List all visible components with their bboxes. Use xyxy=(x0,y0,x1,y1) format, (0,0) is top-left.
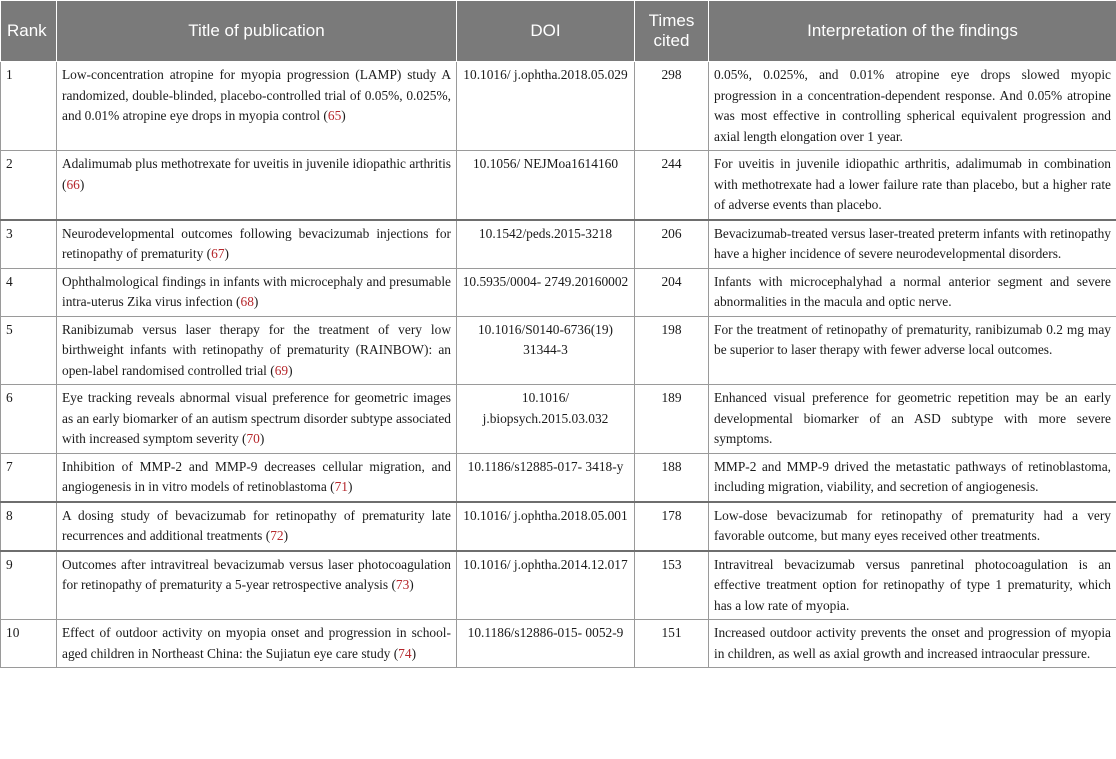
rank-cell: 5 xyxy=(1,316,57,385)
table-row xyxy=(1,453,1116,502)
title-cell: Adalimumab plus methotrexate for uveitis in juvenile idiopathic arthritis (66) xyxy=(57,151,457,220)
times-cited-cell: 188 xyxy=(635,453,709,502)
rank-cell: 9 xyxy=(1,551,57,620)
rank-cell: 10 xyxy=(1,620,57,668)
table-row xyxy=(1,316,1116,385)
doi-cell: 10.1016/S0140-6736(19) 31344-3 xyxy=(457,316,635,385)
header-row xyxy=(1,1,1116,62)
title-cell: Eye tracking reveals abnormal visual preference for geometric images as an early biomarker of an autism spectrum disorder subtype associated with increased symptom severity (70) xyxy=(57,385,457,454)
reference-link[interactable]: 74 xyxy=(398,645,412,661)
title-cell: Ranibizumab versus laser therapy for the treatment of very low birthweight infants with retinopathy of prematurity (RAINBOW): an open-label randomised controlled trial (69) xyxy=(57,316,457,385)
interpretation-cell: MMP-2 and MMP-9 drived the metastatic pathways of retinoblastoma, including migration, viability, and secretion of angiogenesis. xyxy=(709,453,1116,502)
title-cell: Neurodevelopmental outcomes following bevacizumab injections for retinopathy of prematurity (67) xyxy=(57,220,457,269)
publication-title: Effect of outdoor activity on myopia onset and progression in school-aged children in Northeast China: the Sujiatun eye care study xyxy=(62,625,451,661)
publication-title: Adalimumab plus methotrexate for uveitis in juvenile idiopathic arthritis xyxy=(62,156,451,171)
publication-title: A dosing study of bevacizumab for retinopathy of prematurity late recurrences and additional treatments xyxy=(62,507,451,543)
doi-cell: 10.1186/s12885-017- 3418-y xyxy=(457,453,635,502)
doi-cell: 10.1016/ j.ophtha.2018.05.001 xyxy=(457,502,635,551)
rank-cell: 7 xyxy=(1,453,57,502)
publication-title: Low-concentration atropine for myopia progression (LAMP) study A randomized, double-blinded, placebo-controlled trial of 0.05%, 0.025%, and 0.01% atropine eye drops in myopia control xyxy=(62,67,451,123)
reference-link[interactable]: 66 xyxy=(66,176,80,192)
times-cited-cell: 151 xyxy=(635,620,709,668)
rank-cell: 2 xyxy=(1,151,57,220)
doi-cell: 10.1542/peds.2015-3218 xyxy=(457,220,635,269)
table-row xyxy=(1,620,1116,668)
reference-link[interactable]: 65 xyxy=(327,108,342,123)
header-rank: Rank xyxy=(1,1,57,62)
doi-cell: 10.1016/ j.ophtha.2018.05.029 xyxy=(457,62,635,151)
table-row xyxy=(1,220,1116,269)
times-cited-cell: 178 xyxy=(635,502,709,551)
table-row xyxy=(1,151,1116,220)
title-cell: Effect of outdoor activity on myopia onset and progression in school-aged children in Northeast China: the Sujiatun eye care study (74) xyxy=(57,620,457,668)
title-cell: Ophthalmological findings in infants with microcephaly and presumable intra-uterus Zika virus infection (68) xyxy=(57,268,457,316)
interpretation-cell: For the treatment of retinopathy of prematurity, ranibizumab 0.2 mg may be superior to laser therapy with fewer adverse local outcomes. xyxy=(709,316,1116,385)
reference-link[interactable]: 71 xyxy=(334,479,348,494)
interpretation-cell: 0.05%, 0.025%, and 0.01% atropine eye drops slowed myopic progression in a concentration-dependent response. And 0.05% atropine was most effective in controlling spherical equivalent progression and axial length elongation over 1 year. xyxy=(709,62,1116,151)
table-body xyxy=(1,62,1116,668)
reference-link[interactable]: 73 xyxy=(395,577,410,592)
publication-title: Inhibition of MMP-2 and MMP-9 decreases cellular migration, and angiogenesis in in vitro models of retinoblastoma xyxy=(62,458,451,494)
rank-cell: 1 xyxy=(1,62,57,151)
publication-title: Neurodevelopmental outcomes following bevacizumab injections for retinopathy of prematurity xyxy=(62,225,451,261)
table-header xyxy=(1,1,1116,62)
interpretation-cell: For uveitis in juvenile idiopathic arthritis, adalimumab in combination with methotrexate had a lower failure rate than placebo, but a higher rate of adverse events than placebo. xyxy=(709,151,1116,220)
interpretation-cell: Increased outdoor activity prevents the onset and progression of myopia in children, as well as axial growth and increased intraocular pressure. xyxy=(709,620,1116,668)
doi-cell: 10.1016/ j.ophtha.2014.12.017 xyxy=(457,551,635,620)
times-cited-cell: 204 xyxy=(635,268,709,316)
interpretation-cell: Infants with microcephalyhad a normal anterior segment and severe abnormalities in the macula and optic nerve. xyxy=(709,268,1116,316)
header-doi: DOI xyxy=(457,1,635,62)
table-row xyxy=(1,62,1116,151)
doi-cell: 10.1016/ j.biopsych.2015.03.032 xyxy=(457,385,635,454)
interpretation-cell: Bevacizumab-treated versus laser-treated preterm infants with retinopathy have a higher incidence of severe neurodevelopmental disorders. xyxy=(709,220,1116,269)
doi-cell: 10.1056/ NEJMoa1614160 xyxy=(457,151,635,220)
table-row xyxy=(1,385,1116,454)
rank-cell: 6 xyxy=(1,385,57,454)
header-times-cited: Times cited xyxy=(635,1,709,62)
times-cited-cell: 153 xyxy=(635,551,709,620)
table-row xyxy=(1,502,1116,551)
title-cell: A dosing study of bevacizumab for retinopathy of prematurity late recurrences and additional treatments (72) xyxy=(57,502,457,551)
reference-link[interactable]: 67 xyxy=(211,246,225,261)
times-cited-cell: 244 xyxy=(635,151,709,220)
doi-cell: 10.5935/0004- 2749.20160002 xyxy=(457,268,635,316)
publication-title: Eye tracking reveals abnormal visual preference for geometric images as an early biomarker of an autism spectrum disorder subtype associated with increased symptom severity xyxy=(62,390,451,446)
header-interpretation: Interpretation of the findings xyxy=(709,1,1116,62)
publication-title: Ranibizumab versus laser therapy for the treatment of very low birthweight infants with retinopathy of prematurity (RAINBOW): an open-label randomised controlled trial xyxy=(62,321,451,378)
interpretation-cell: Intravitreal bevacizumab versus panretinal photocoagulation is an effective treatment option for retinopathy of type 1 prematurity, which has a low rate of myopia. xyxy=(709,551,1116,620)
times-cited-cell: 206 xyxy=(635,220,709,269)
times-cited-cell: 198 xyxy=(635,316,709,385)
title-cell: Low-concentration atropine for myopia progression (LAMP) study A randomized, double-blinded, placebo-controlled trial of 0.05%, 0.025%, and 0.01% atropine eye drops in myopia control (65) xyxy=(57,62,457,151)
rank-cell: 8 xyxy=(1,502,57,551)
reference-link[interactable]: 69 xyxy=(274,362,289,378)
title-cell: Outcomes after intravitreal bevacizumab versus laser photocoagulation for retinopathy of prematurity a 5-year retrospective analysis (73) xyxy=(57,551,457,620)
header-title: Title of publication xyxy=(57,1,457,62)
interpretation-cell: Low-dose bevacizumab for retinopathy of prematurity had a very favorable outcome, but many eyes received other treatments. xyxy=(709,502,1116,551)
publication-title: Ophthalmological findings in infants with microcephaly and presumable intra-uterus Zika virus infection xyxy=(62,273,451,309)
rank-cell: 4 xyxy=(1,268,57,316)
title-cell: Inhibition of MMP-2 and MMP-9 decreases cellular migration, and angiogenesis in in vitro models of retinoblastoma (71) xyxy=(57,453,457,502)
reference-link[interactable]: 70 xyxy=(246,431,260,446)
interpretation-cell: Enhanced visual preference for geometric repetition may be an early developmental biomarker of an ASD subtype with more severe symptoms. xyxy=(709,385,1116,454)
publication-title: Outcomes after intravitreal bevacizumab versus laser photocoagulation for retinopathy of prematurity a 5-year retrospective analysis xyxy=(62,556,451,592)
rank-cell: 3 xyxy=(1,220,57,269)
times-cited-cell: 189 xyxy=(635,385,709,454)
table-row xyxy=(1,551,1116,620)
doi-cell: 10.1186/s12886-015- 0052-9 xyxy=(457,620,635,668)
table-row xyxy=(1,268,1116,316)
reference-link[interactable]: 68 xyxy=(240,294,254,309)
times-cited-cell: 298 xyxy=(635,62,709,151)
reference-link[interactable]: 72 xyxy=(270,528,284,543)
